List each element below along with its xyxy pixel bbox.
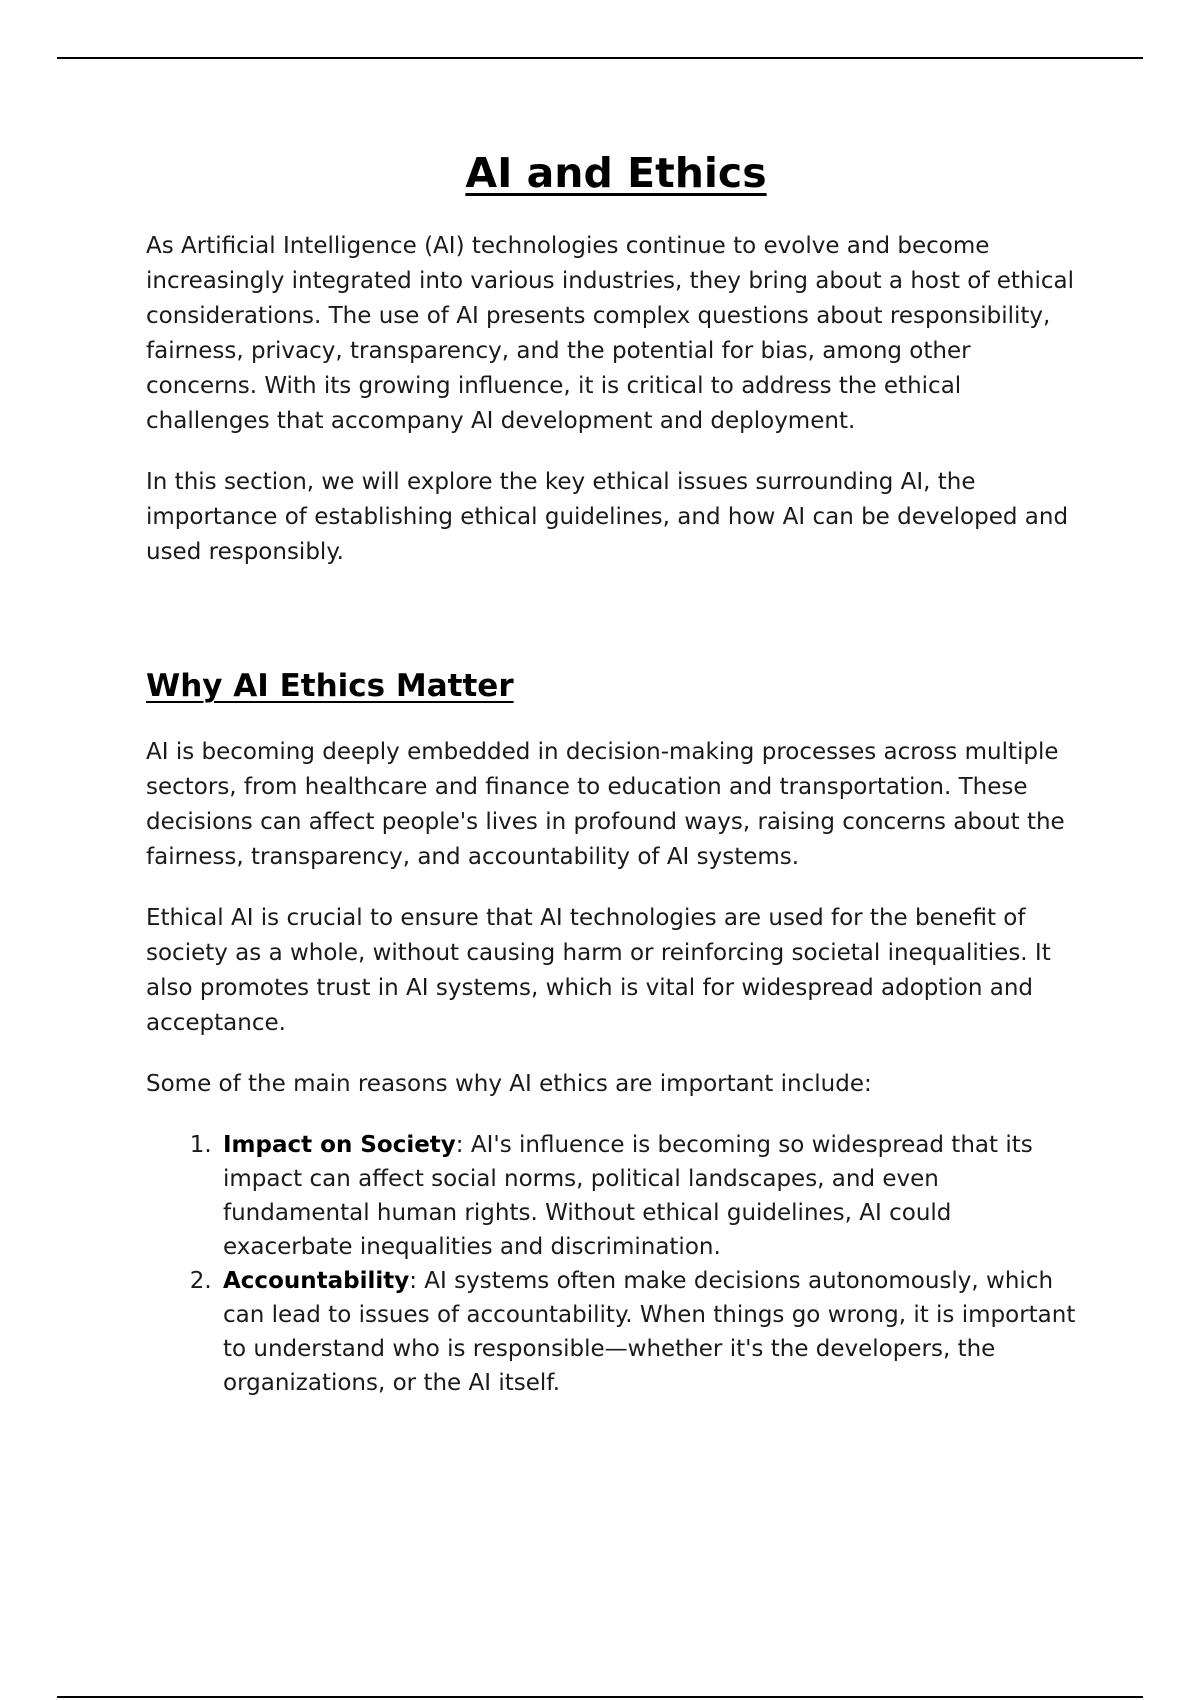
section-paragraph-2: Ethical AI is crucial to ensure that AI technologies are used for the benefit of society as a whole, without causing harm or reinforcing societal inequalities. It also promotes trust in AI systems, which is vital for widespread adoption and acceptance. xyxy=(146,905,1051,1037)
page-bottom-rule xyxy=(57,1696,1143,1698)
list-item-text: : AI systems often make decisions autonomously, which can lead to issues of accountability. When things go wrong, it is important to understand who is responsible—whether it's the developers, the organizations, or the AI itself. xyxy=(223,1268,1076,1397)
intro-paragraph-1: As Artificial Intelligence (AI) technologies continue to evolve and become increasingly integrated into various industries, they bring about a host of ethical considerations. The use of AI presents complex questions about responsibility, fairness, privacy, transparency, and the potential for bias, among other concerns. With its growing influence, it is critical to address the ethical challenges that accompany AI development and deployment. xyxy=(146,233,1075,435)
list-item-text: : AI's influence is becoming so widespread that its impact can affect social norms, political landscapes, and even fundamental human rights. Without ethical guidelines, AI could exacerbate inequalities and discrimination. xyxy=(223,1132,1033,1261)
reasons-list xyxy=(146,1128,1086,1400)
page-top-rule xyxy=(57,57,1143,59)
intro-paragraph-2: In this section, we will explore the key ethical issues surrounding AI, the importance of establishing ethical guidelines, and how AI can be developed and used responsibly. xyxy=(146,469,1069,566)
section-heading: Why AI Ethics Matter xyxy=(146,668,514,705)
list-item xyxy=(219,1128,1086,1264)
list-item-term: Impact on Society xyxy=(223,1132,456,1159)
list-item xyxy=(219,1264,1086,1400)
document-title: AI and Ethics xyxy=(465,149,767,197)
section-paragraph-1: AI is becoming deeply embedded in decision-making processes across multiple sectors, from healthcare and finance to education and transportation. These decisions can affect people's lives in profound ways, raising concerns about the fairness, transparency, and accountability of AI systems. xyxy=(146,739,1065,871)
document-body xyxy=(146,150,1086,1400)
list-item-term: Accountability xyxy=(223,1268,410,1295)
section-paragraph-3: Some of the main reasons why AI ethics are important include: xyxy=(146,1071,872,1098)
